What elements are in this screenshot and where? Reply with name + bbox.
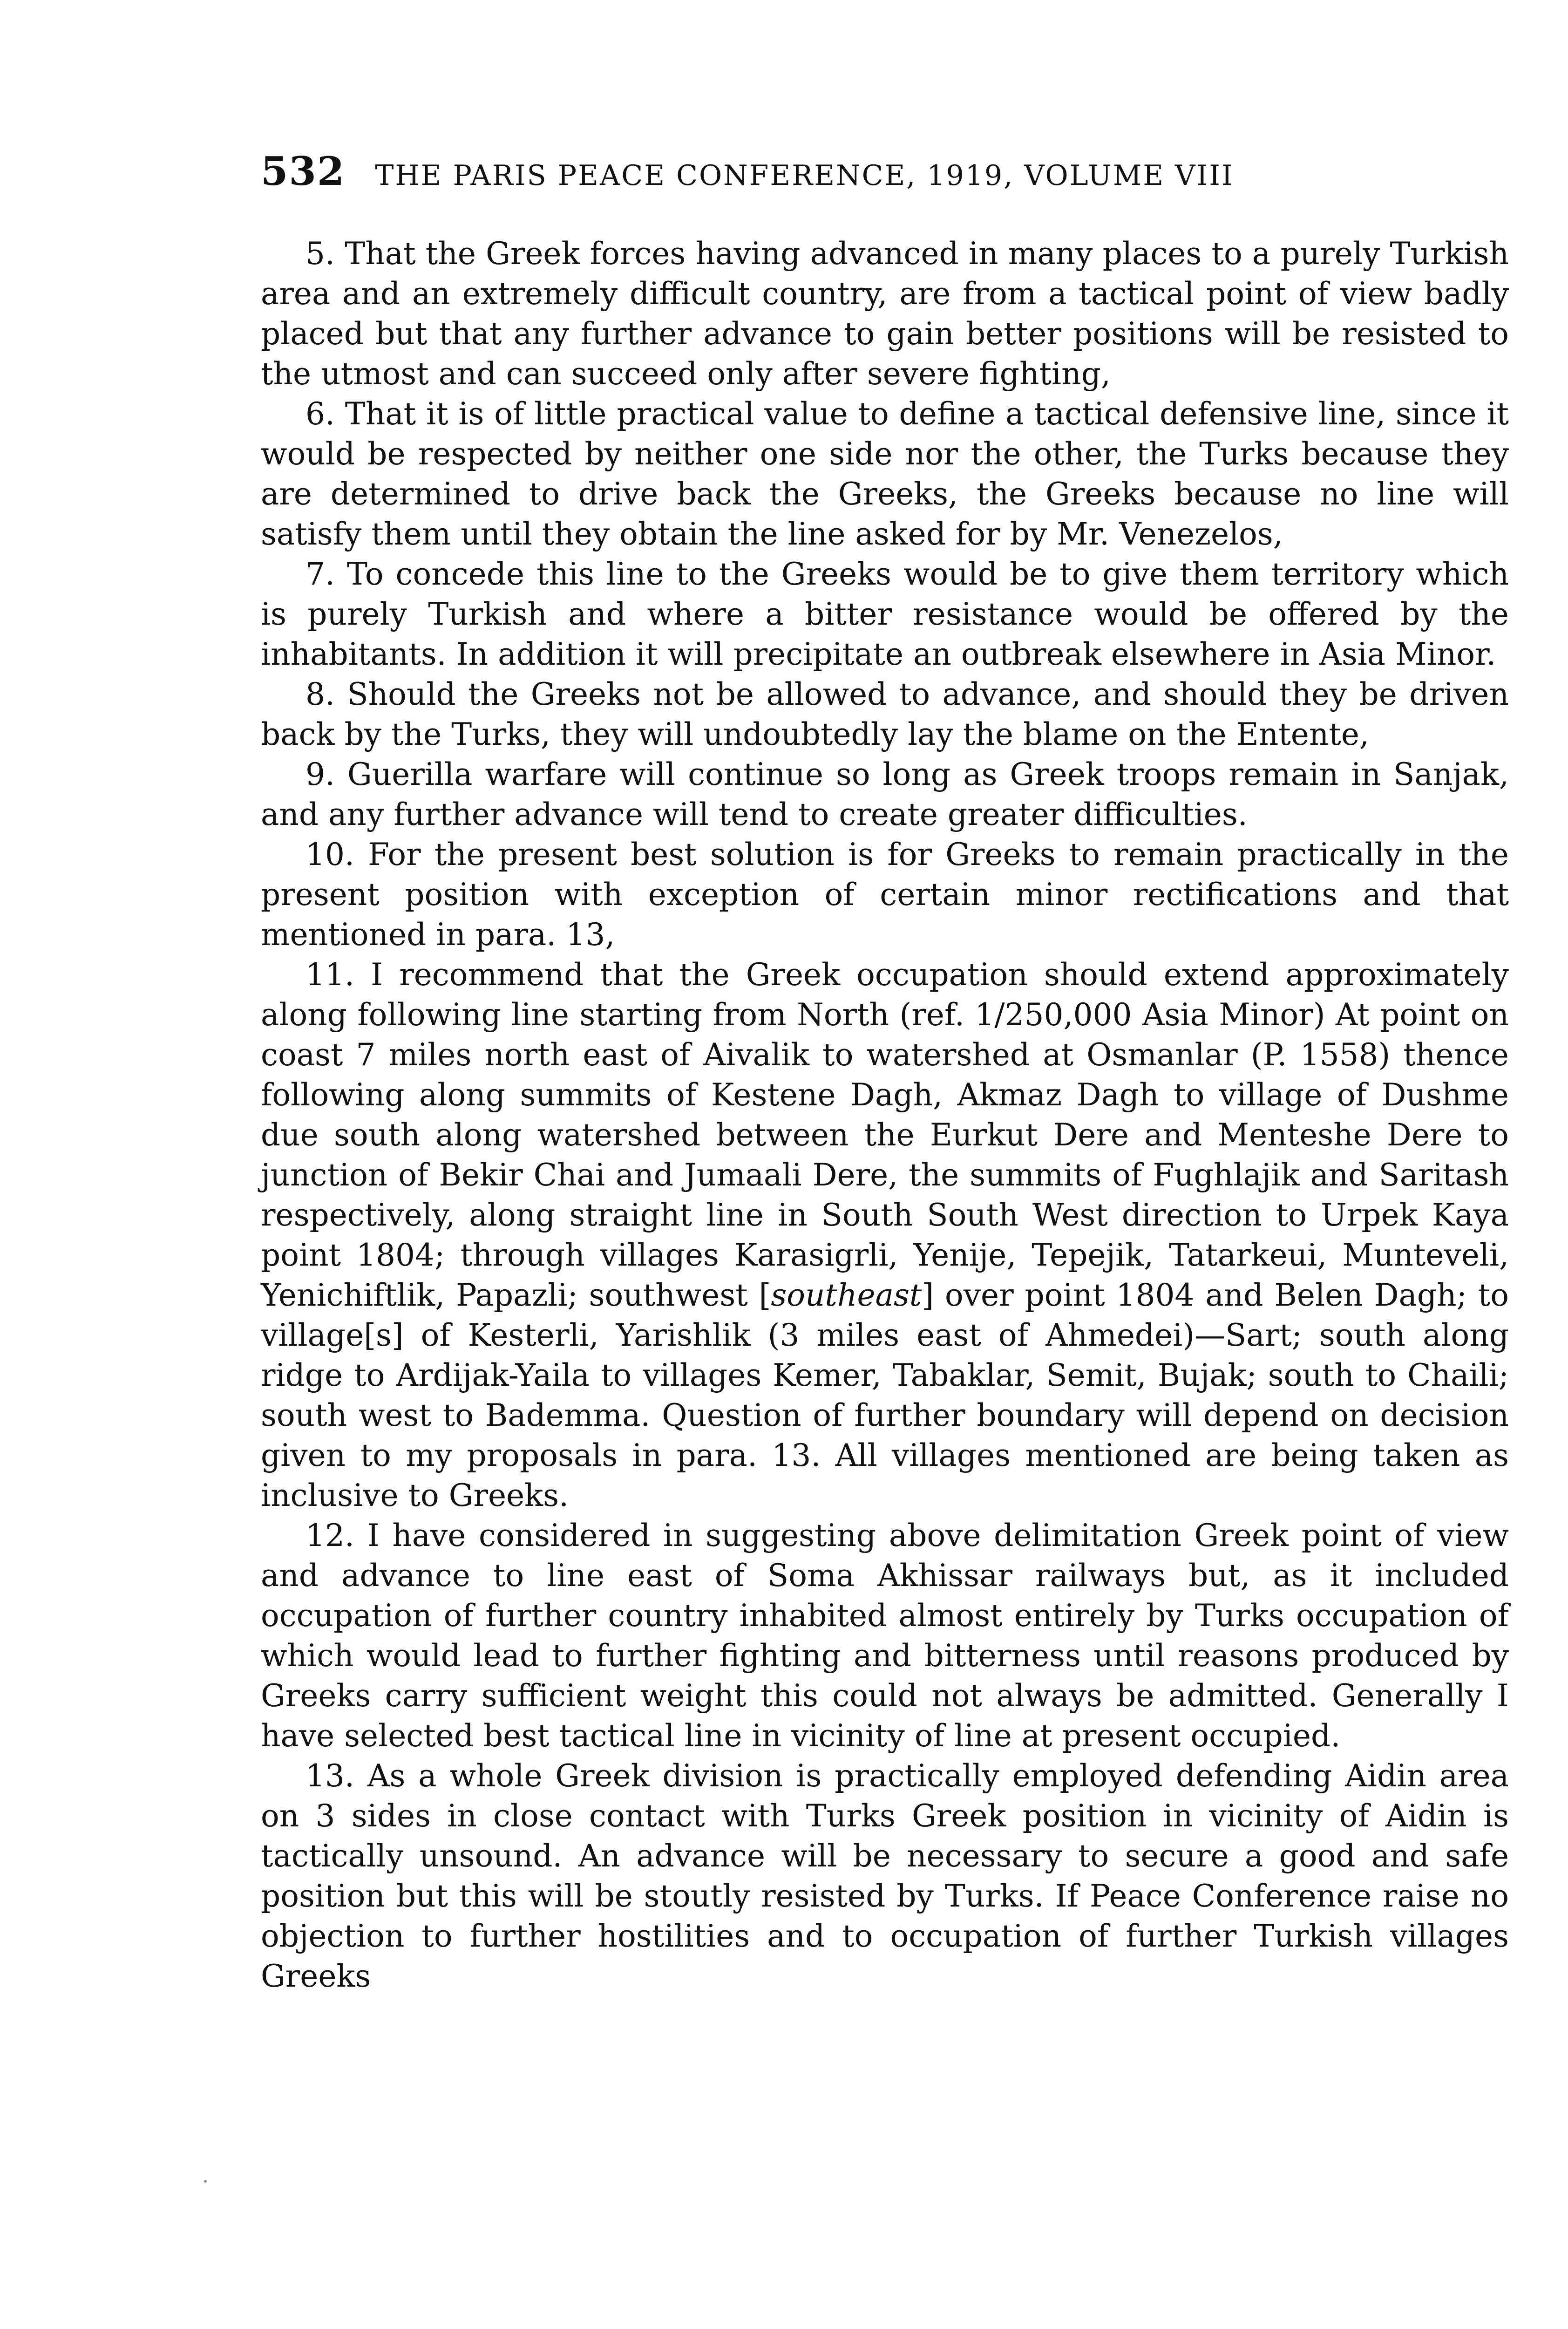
paragraph-number: 10. [305,837,354,872]
editorial-correction: southeast [771,1277,922,1313]
page-number: 532 [261,148,346,194]
paragraph-7 [261,554,1509,674]
paragraph-number: 5. [305,236,335,272]
paragraph-text: As a whole Greek division is practically employed defending Aidin area on 3 sides in close contact with Turks Greek position in vicinity of Aidin is tactically unsound. An advance will be necessary to secure a good and safe position but this will be stoutly resisted by Turks. If Peace Conference raise no objection to further hostilities and to occupation of further Turkish villages Greeks [261,1758,1509,1994]
paragraph-number: 13. [305,1758,354,1794]
paragraph-8 [261,674,1509,755]
paragraph-number: 12. [305,1518,354,1553]
paragraph-text-after-italic: ] over point 1804 and Belen Dagh; to village[s] of Kesterli, Yarishlik (3 miles east of Ahmedei)—Sart; south along ridge to Ardijak-Yaila to villages Kemer, Tabaklar, Semit, Bujak; south to Chaili; south west to Bademma. Question of further boundary will depend on decision given to my proposals in para. 13. All villages mentioned are being taken as inclusive to Greeks. [261,1277,1509,1513]
paragraph-9 [261,755,1509,835]
paragraph-text: That it is of little practical value to define a tactical defensive line, since it would be respected by neither one side nor the other, the Turks because they are determined to drive back the Greeks, the Greeks because no line will satisfy them until they obtain the line asked for by Mr. Venezelos, [261,396,1509,552]
margin-mark [204,2180,207,2183]
running-title: THE PARIS PEACE CONFERENCE, 1919, VOLUME VIII [375,159,1234,192]
paragraph-text: That the Greek forces having advanced in many places to a purely Turkish area and an extremely difficult country, are from a tactical point of view badly placed but that any further advance to gain better positions will be resisted to the utmost and can succeed only after severe fighting, [261,236,1509,392]
paragraph-5 [261,234,1509,394]
paragraph-number: 6. [305,396,335,432]
paragraph-10 [261,835,1509,955]
paragraph-text-before-italic: I recommend that the Greek occupation should extend approximately along following line starting from North (ref. 1/250,000 Asia Minor) At point on coast 7 miles north east of Aivalik to watershed at Osmanlar (P. 1558) thence following along summits of Kestene Dagh, Akmaz Dagh to village of Dushme due south along watershed between the Eurkut Dere and Menteshe Dere to junction of Bekir Chai and Jumaali Dere, the summits of Fughlajik and Saritash respectively, along straight line in South South West direction to Urpek Kaya point 1804; through villages Karasigrli, Yenije, Tepejik, Tatarkeui, Munteveli, Yenichiftlik, Papazli; southwest [ [261,957,1509,1313]
paragraph-text: For the present best solution is for Greeks to remain practically in the present position with exception of certain minor rectifications and that mentioned in para. 13, [261,837,1509,953]
paragraph-text: Should the Greeks not be allowed to advance, and should they be driven back by the Turks, they will undoubtedly lay the blame on the Entente, [261,676,1509,752]
body-text [261,234,1509,1996]
paragraph-number: 11. [305,957,354,993]
paragraph-number: 8. [305,676,335,712]
paragraph-text: To concede this line to the Greeks would be to give them territory which is purely Turkish and where a bitter resistance would be offered by the inhabitants. In addition it will precipitate an outbreak elsewhere in Asia Minor. [261,556,1509,672]
paragraph-number: 7. [305,556,335,592]
paragraph-text: I have considered in suggesting above delimitation Greek point of view and advance to line east of Soma Akhissar railways but, as it included occupation of further country inhabited almost entirely by Turks occupation of which would lead to further fighting and bitterness until reasons produced by Greeks carry sufficient weight this could not always be admitted. Generally I have selected best tactical line in vicinity of line at present occupied. [261,1518,1509,1754]
paragraph-number: 9. [305,756,335,792]
paragraph-13 [261,1756,1509,1996]
paragraph-12 [261,1516,1509,1756]
paragraph-text: Guerilla warfare will continue so long as Greek troops remain in Sanjak, and any further advance will tend to create greater difficulties. [261,756,1509,832]
page-header [261,148,1509,199]
paragraph-6 [261,394,1509,554]
paragraph-11 [261,955,1509,1516]
